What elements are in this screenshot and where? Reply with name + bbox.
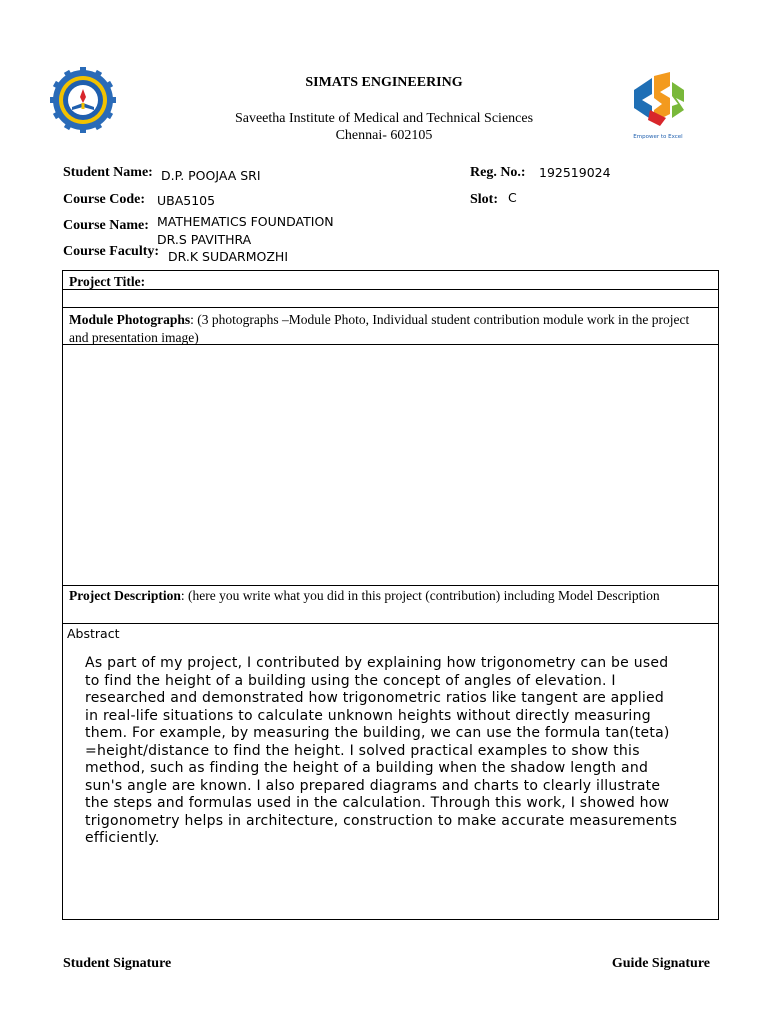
project-form-table [62,270,719,920]
project-title-label: Project Title: [69,274,146,289]
row-divider [63,344,718,345]
row-divider [63,307,718,308]
abstract-body: As part of my project, I contributed by explaining how trigonometry can be used to find the height of a building using the concept of angles of elevation. I researched and demonstrated how trigonometric ratios like tangent are applied in real-life situations to calculate unknown heights without directly measuring them. For example, by measuring the building, we can use the formula tan(teta) =height/distance to find the height. I solved practical examples to show this method, such as finding the height of a building when the shadow length and sun's angle are known. I also prepared diagrams and charts to clearly illustrate the steps and formulas used in the calculation. Through this work, I showed how trigonometry helps in architecture, construction to make accurate measurements efficiently. [85,655,678,846]
module-photographs-cell [69,311,708,347]
course-faculty-1: DR.S PAVITHRA [157,232,252,247]
course-faculty-2: DR.K SUDARMOZHI [168,249,289,264]
student-signature-label: Student Signature [63,956,172,971]
institution-brand-logo [630,70,686,140]
project-description-cell [69,587,708,605]
brand-mark-icon [630,70,686,128]
module-photographs-text: : (3 photographs –Module Photo, Individual student contribution module work in the project and presentation image) [69,312,690,345]
slot-label: Slot: [470,192,498,207]
row-divider [63,623,718,624]
slot-value: C [508,190,517,205]
student-name-label: Student Name: [63,165,153,180]
course-code-value: UBA5105 [157,193,216,208]
reg-no-label: Reg. No.: [470,165,526,180]
student-name-value: D.P. POOJAA SRI [161,168,261,183]
course-name-value: MATHEMATICS FOUNDATION [157,214,334,229]
project-description-label: Project Description [69,588,181,603]
row-divider [63,289,718,290]
institution-title: SIMATS ENGINEERING [305,75,463,90]
institution-city: Chennai- 602105 [335,128,433,143]
abstract-heading: Abstract [67,626,120,641]
course-code-label: Course Code: [63,192,146,207]
module-photographs-label: Module Photographs [69,312,191,327]
course-faculty-label: Course Faculty: [63,244,160,259]
guide-signature-label: Guide Signature [611,956,710,971]
institution-name: Saveetha Institute of Medical and Technical Sciences [234,111,534,126]
row-divider [63,585,718,586]
logo-tagline: Empower to Excel [633,134,683,140]
reg-no-value: 192519024 [539,165,611,180]
course-name-label: Course Name: [63,218,149,233]
project-description-text: : (here you write what you did in this project (contribution) including Model Description [180,588,660,603]
